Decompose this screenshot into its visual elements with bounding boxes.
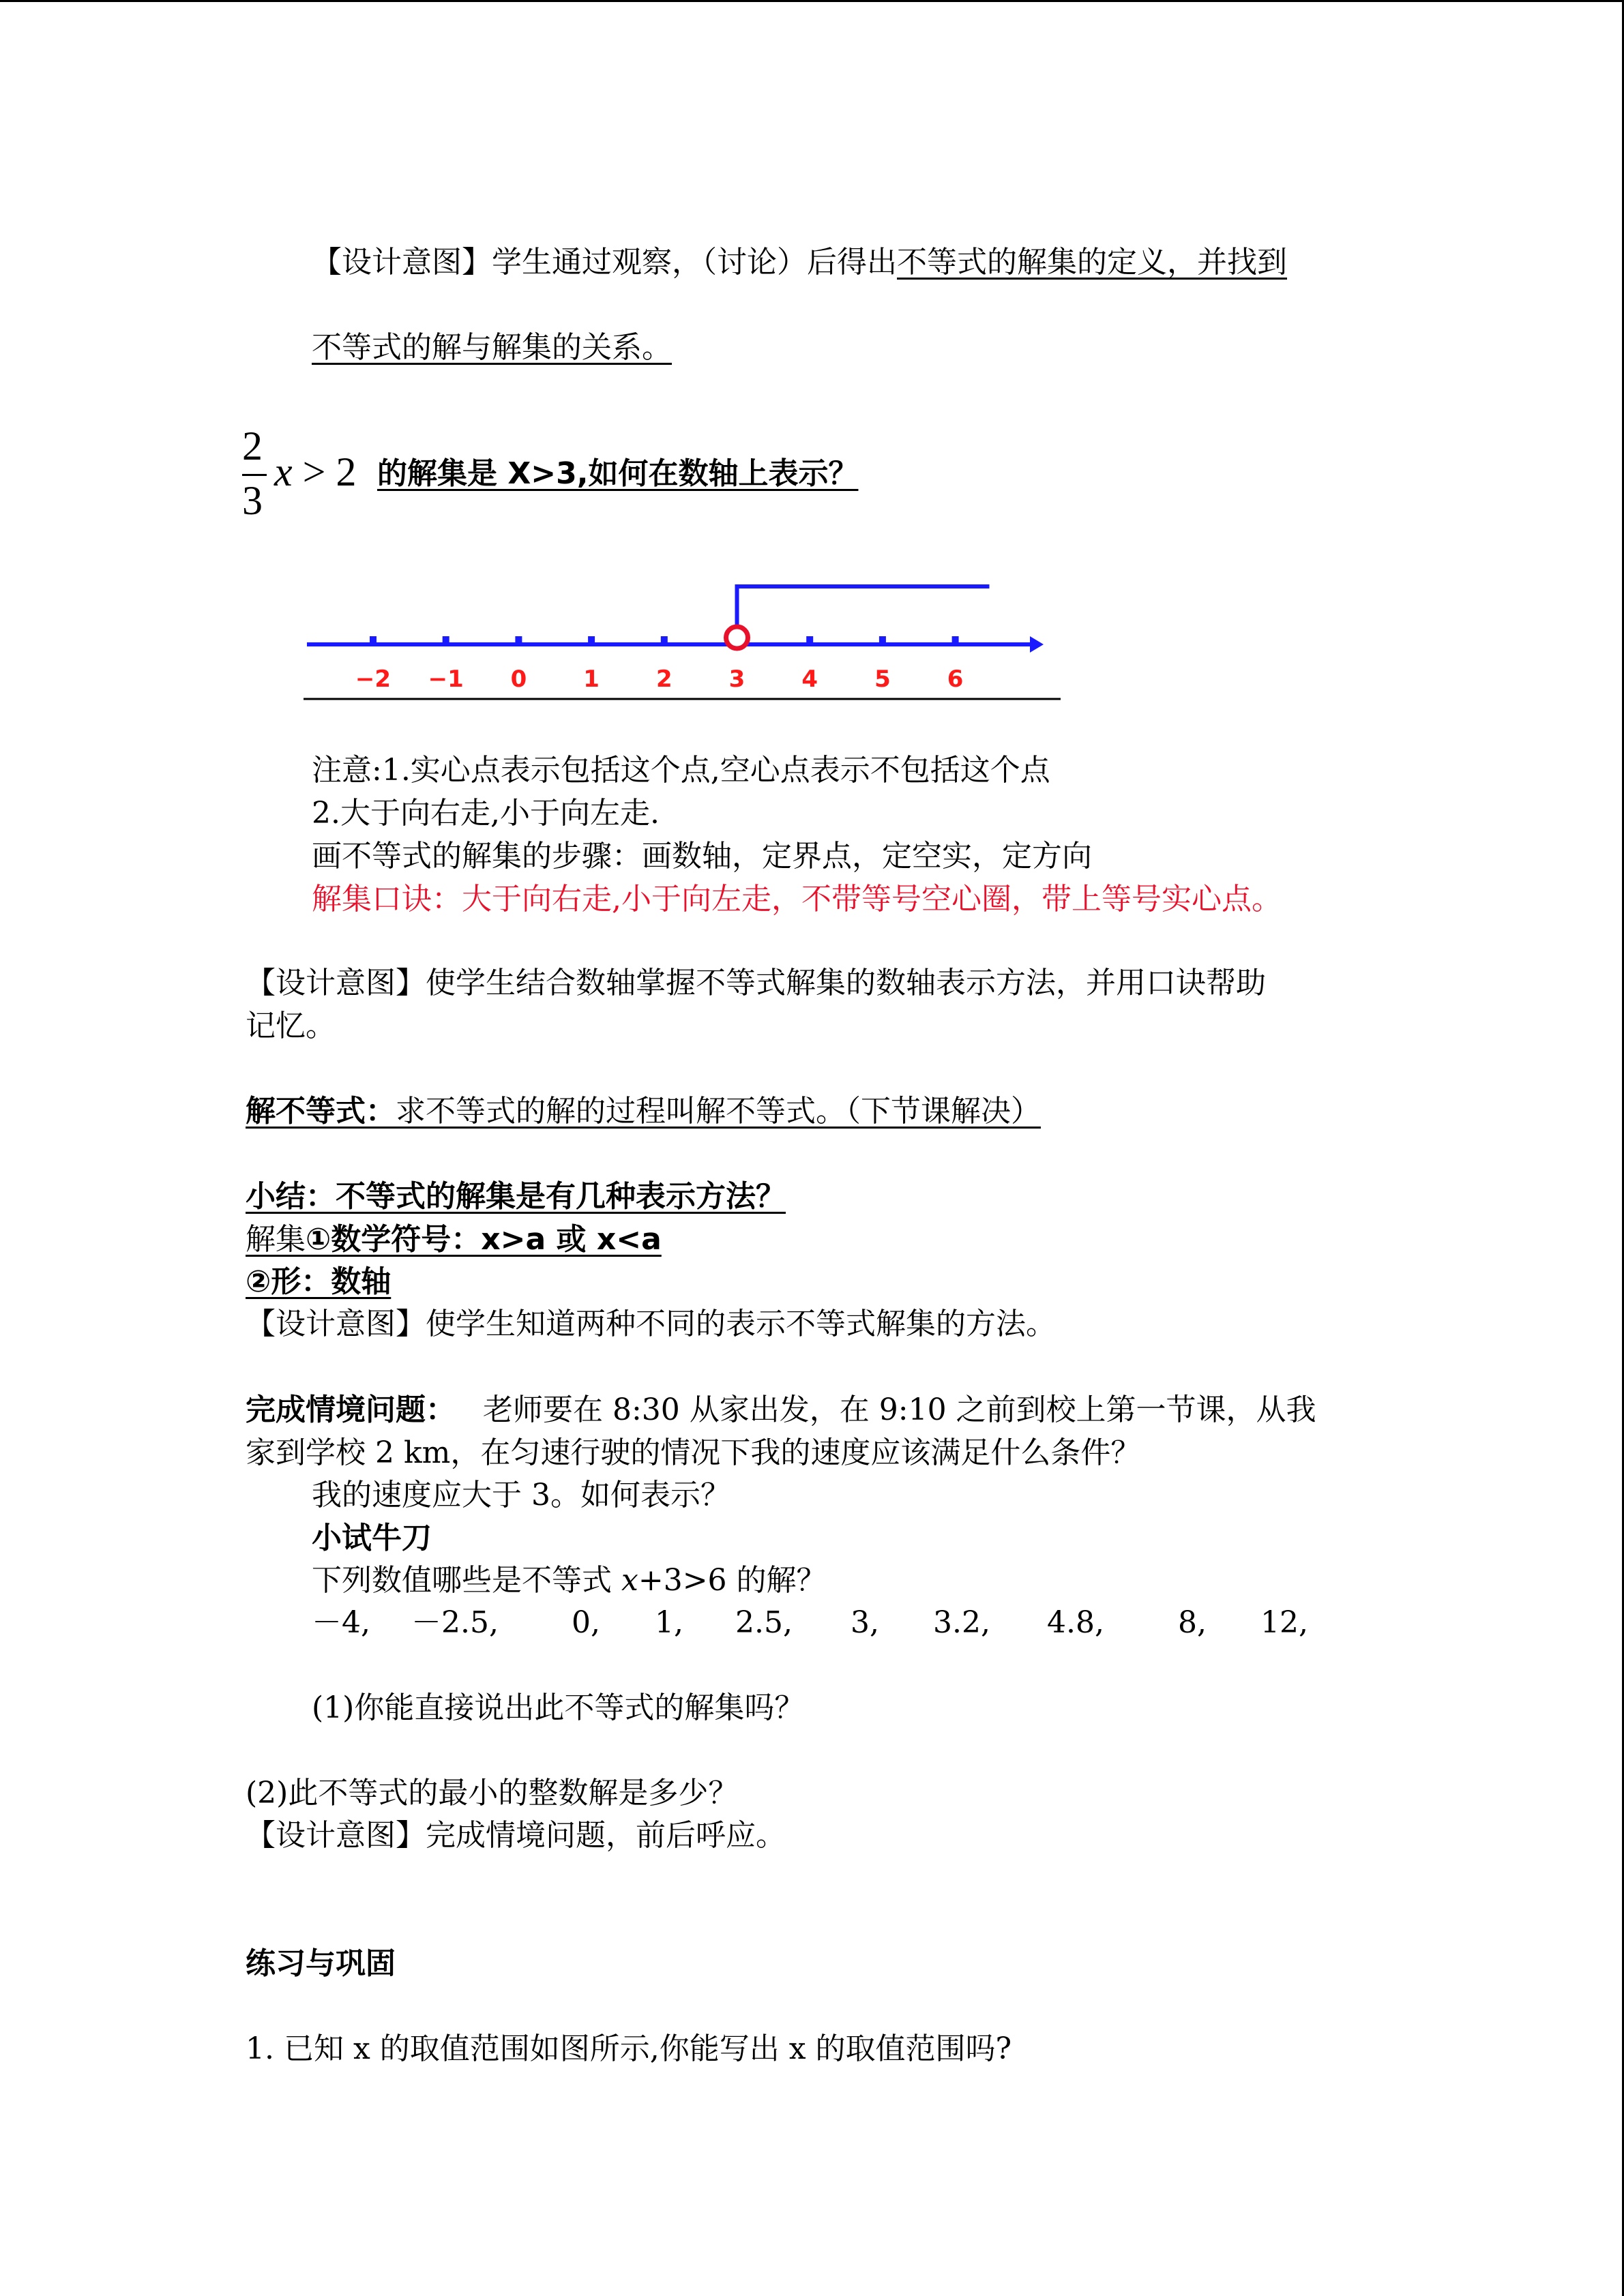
inequality-relation: > 2 [292, 449, 357, 494]
value-item: 4.8, [1047, 1605, 1104, 1640]
fraction-bar [242, 474, 267, 476]
tick-mark [806, 636, 813, 644]
scenario-design-intent: 【设计意图】完成情境问题，前后呼应。 [246, 1818, 786, 1853]
design-intent-text: 学生通过观察，（讨论）后得出 [492, 245, 897, 280]
number-line-figure [293, 566, 1071, 702]
scenario-line-3: 我的速度应大于 3。如何表示？ [312, 1478, 730, 1512]
scenario-question-1: (1)你能直接说出此不等式的解集吗？ [312, 1690, 805, 1725]
scenario-line-2: 家到学校 2 km，在匀速行驶的情况下我的速度应该满足什么条件？ [246, 1435, 1141, 1470]
tick-mark [443, 636, 449, 644]
value-item: －2.5, [411, 1605, 499, 1640]
solve-label: 解不等式： [246, 1094, 396, 1129]
summary-item-1-prefix: 解集 [246, 1222, 306, 1257]
note-line-3: 画不等式的解集的步骤：画数轴，定界点，定空实，定方向 [312, 839, 1092, 874]
scenario-line-1 [246, 1390, 1316, 1431]
try-title: 小试牛刀 [312, 1521, 432, 1555]
design-intent-1-line1 [312, 242, 1287, 283]
tick-label: 0 [510, 666, 527, 693]
fraction-numerator: 2 [242, 423, 263, 468]
scenario-text-1: 老师要在 8:30 从家出发，在 9:10 之前到校上第一节课，从我 [483, 1392, 1316, 1427]
fraction-denominator: 3 [242, 478, 263, 523]
solve-definition [246, 1091, 1041, 1132]
tick-mark [952, 636, 959, 644]
note-line-2: 2.大于向右走,小于向左走. [312, 796, 660, 831]
tick-label: 2 [655, 666, 673, 693]
summary-item-1 [246, 1219, 662, 1260]
candidate-values [0, 1602, 1624, 1643]
solve-text: 求不等式的解的过程叫解不等式。（下节课解决） [396, 1094, 1041, 1129]
try-prefix: 下列数值哪些是不等式 [312, 1563, 621, 1598]
question-text: 的解集是 X>3,如何在数轴上表示？ [377, 456, 859, 491]
summary-item-1-text: ①数学符号：x>a 或 x<a [306, 1222, 662, 1257]
page-top-border [0, 0, 1624, 2]
tick-mark [588, 636, 595, 644]
note-line-1: 注意:1.实心点表示包括这个点,空心点表示不包括这个点 [312, 753, 1050, 788]
tick-label: 3 [728, 666, 745, 693]
summary-title: 小结：不等式的解集是有几种表示方法？ [246, 1179, 786, 1214]
try-question [312, 1560, 827, 1601]
value-item: 3, [851, 1605, 879, 1640]
number-line-labels [355, 666, 964, 693]
summary-design-intent: 【设计意图】使学生知道两种不同的表示不等式解集的方法。 [246, 1307, 1056, 1341]
value-item: 3.2, [933, 1605, 990, 1640]
solution-ray [737, 586, 990, 625]
practice-item-1: 1. 已知 x 的取值范围如图所示,你能写出 x 的取值范围吗? [246, 2031, 1012, 2066]
tick-label: −1 [428, 666, 464, 693]
tick-mark [370, 636, 377, 644]
tick-label: 1 [583, 666, 600, 693]
value-item: 1, [655, 1605, 683, 1640]
value-item: －4, [312, 1605, 370, 1640]
design-intent-2-line1: 【设计意图】使学生结合数轴掌握不等式解集的数轴表示方法，并用口诀帮助 [246, 966, 1266, 1000]
scenario-question-2: (2)此不等式的最小的整数解是多少？ [246, 1776, 739, 1810]
value-item: 12, [1260, 1605, 1308, 1640]
tick-mark [515, 636, 522, 644]
tick-label: 5 [874, 666, 891, 693]
value-item: 8, [1178, 1605, 1207, 1640]
design-intent-1-line2: 不等式的解与解集的关系。 [312, 330, 672, 365]
open-point-circle [726, 627, 748, 648]
inequality-expression [274, 449, 356, 496]
mnemonic: 解集口诀：大于向右走,小于向左走，不带等号空心圈，带上等号实心点。 [312, 882, 1282, 916]
tick-mark [879, 636, 886, 644]
design-intent-2-line2: 记忆。 [246, 1009, 336, 1043]
value-item: 0, [572, 1605, 600, 1640]
value-item: 2.5, [735, 1605, 793, 1640]
scenario-label: 完成情境问题： [246, 1392, 456, 1427]
design-intent-underlined-1: 不等式的解集的定义，并找到 [897, 245, 1287, 280]
practice-title: 练习与巩固 [246, 1946, 396, 1981]
tick-label: 6 [947, 666, 964, 693]
summary-item-2: ②形：数轴 [246, 1264, 392, 1299]
tick-label: 4 [801, 666, 818, 693]
number-line-arrowhead [1030, 636, 1044, 653]
tick-label: −2 [355, 666, 392, 693]
inequality-variable: x [274, 449, 293, 494]
design-intent-bracket: 【设计意图】 [312, 245, 492, 280]
try-variable: x [621, 1563, 638, 1598]
try-suffix: +3>6 的解？ [638, 1563, 827, 1598]
tick-mark [661, 636, 668, 644]
